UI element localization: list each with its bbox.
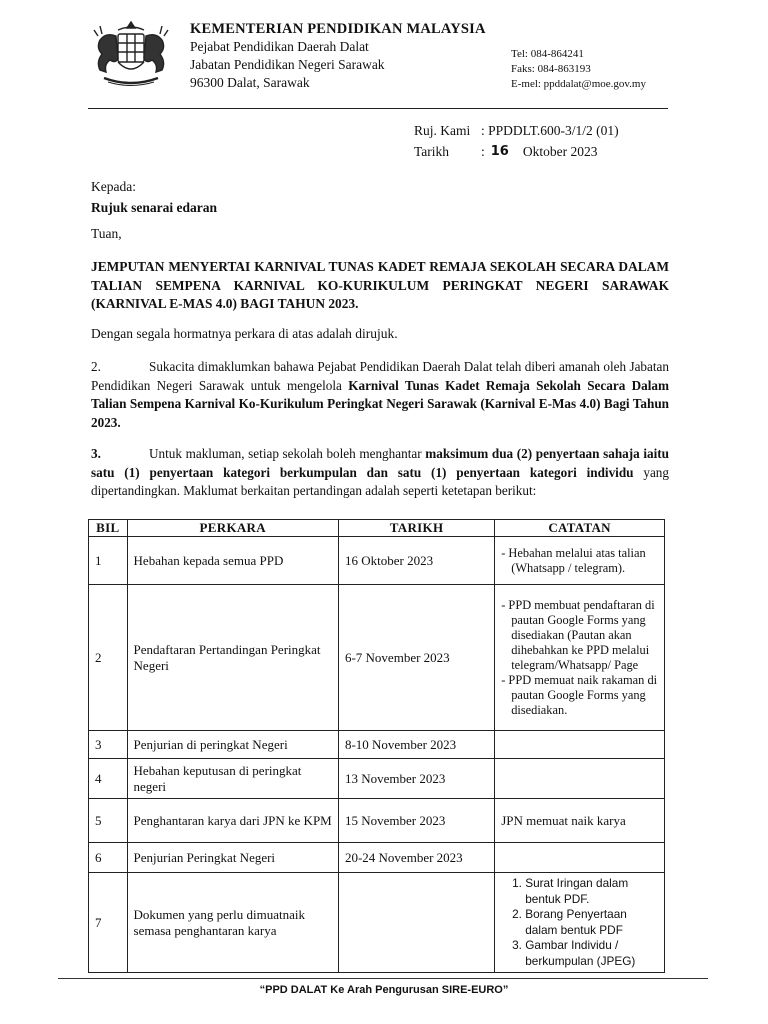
header-tarikh: TARIKH <box>338 520 494 537</box>
cell-perkara: Pendaftaran Pertandingan Peringkat Negeri <box>127 585 338 731</box>
cell-catatan: JPN memuat naik karya <box>495 799 665 843</box>
table-row <box>89 873 665 973</box>
cell-bil: 7 <box>89 873 128 973</box>
catatan-item: - PPD membuat pendaftaran di pautan Google Forms yang disediakan (Pautan akan dihebahkan ke PPD melalui telegram/Whatsapp/ Page <box>501 597 655 672</box>
cell-perkara: Hebahan keputusan di peringkat negeri <box>127 759 338 799</box>
paragraph-2 <box>91 358 669 432</box>
cell-catatan <box>495 843 665 873</box>
cell-perkara: Hebahan kepada semua PPD <box>127 537 338 585</box>
recipient-value: Rujuk senarai edaran <box>91 200 218 215</box>
ref-value: : PPDDLT.600-3/1/2 (01) <box>481 123 619 138</box>
cell-bil: 2 <box>89 585 128 731</box>
paragraph-3-bold-text: maksimum dua (2) penyertaan sahaja iaitu satu (1) penyertaan kategori berkumpulan dan satu (1) penyertaan kategori individu <box>91 446 669 480</box>
ref-label: Ruj. Kami <box>414 123 471 138</box>
document-item: 1. Surat Iringan dalam bentuk PDF. <box>525 876 658 907</box>
document-item: 2. Borang Penyertaan dalam bentuk PDF <box>525 907 658 938</box>
header-catatan: CATATAN <box>495 520 665 537</box>
cell-bil: 3 <box>89 731 128 759</box>
office-name: Pejabat Pendidikan Daerah Dalat <box>190 39 369 54</box>
paragraph-3-text-b: yang dipertandingkan. Maklumat berkaitan pertandingan adalah seperti ketetapan berikut: <box>91 464 669 498</box>
recipient-block <box>91 176 217 218</box>
recipient-label: Kepada: <box>91 179 136 194</box>
footer-divider <box>58 978 708 979</box>
table-row <box>89 759 665 799</box>
date-colon: : <box>481 144 485 159</box>
coat-of-arms-logo <box>88 18 174 90</box>
email: E-mel: ppddalat@moe.gov.my <box>511 78 646 90</box>
cell-perkara: Dokumen yang perlu dimuatnaik semasa penghantaran karya <box>127 873 338 973</box>
paragraph-1: Dengan segala hormatnya perkara di atas adalah dirujuk. <box>91 326 398 341</box>
cell-catatan <box>495 731 665 759</box>
letter-title: JEMPUTAN MENYERTAI KARNIVAL TUNAS KADET REMAJA SEKOLAH SECARA DALAM TALIAN SEMPENA KARNIVAL KO-KURIKULUM PERINGKAT NEGERI SARAWAK (KARNIVAL E-MAS 4.0) BAGI TAHUN 2023. <box>91 259 669 311</box>
table-header-row <box>89 520 665 537</box>
cell-perkara: Penjurian Peringkat Negeri <box>127 843 338 873</box>
catatan-item: - Hebahan melalui atas talian (Whatsapp / telegram). <box>501 545 646 575</box>
cell-tarikh: 6-7 November 2023 <box>338 585 494 731</box>
paragraph-3-number: 3. <box>91 446 101 461</box>
cell-perkara: Penghantaran karya dari JPN ke KPM <box>127 799 338 843</box>
paragraph-2-number: 2. <box>91 359 101 374</box>
cell-tarikh: 20-24 November 2023 <box>338 843 494 873</box>
table-row <box>89 585 665 731</box>
cell-tarikh <box>338 873 494 973</box>
date-day-handwritten: 16 <box>490 144 509 159</box>
cell-bil: 4 <box>89 759 128 799</box>
document-item: 3. Gambar Individu / berkumpulan (JPEG) <box>525 938 658 969</box>
table-row <box>89 843 665 873</box>
cell-catatan <box>495 873 665 973</box>
header-bil: BIL <box>89 520 128 537</box>
paragraph-3-text-a: Untuk makluman, setiap sekolah boleh menghantar <box>149 446 426 461</box>
cell-tarikh: 8-10 November 2023 <box>338 731 494 759</box>
table-row <box>89 537 665 585</box>
letterhead-contact <box>511 47 646 92</box>
salutation: Tuan, <box>91 226 122 241</box>
cell-bil: 6 <box>89 843 128 873</box>
date-month-year: Oktober 2023 <box>522 144 598 159</box>
department-name: Jabatan Pendidikan Negeri Sarawak <box>190 57 385 72</box>
fax: Faks: 084-863193 <box>511 63 591 75</box>
catatan-item: - PPD memuat naik rakaman di pautan Google Forms yang disediakan. <box>501 672 658 717</box>
letterhead-organization <box>190 20 486 92</box>
address: 96300 Dalat, Sarawak <box>190 75 310 90</box>
schedule-table <box>88 519 665 973</box>
table-row <box>89 799 665 843</box>
footer-motto: “PPD DALAT Ke Arah Pengurusan SIRE-EURO” <box>259 984 509 996</box>
header-divider <box>88 108 668 109</box>
paragraph-2-text: Sukacita dimaklumkan bahawa Pejabat Pendidikan Daerah Dalat telah diberi amanah oleh Jabatan Pendidikan Negeri Sarawak untuk mengelola <box>91 359 669 393</box>
reference-block <box>414 120 619 162</box>
telephone: Tel: 084-864241 <box>511 48 584 60</box>
cell-bil: 5 <box>89 799 128 843</box>
date-label: Tarikh <box>414 144 450 159</box>
header-perkara: PERKARA <box>127 520 338 537</box>
cell-catatan <box>495 585 665 731</box>
ministry-name: KEMENTERIAN PENDIDIKAN MALAYSIA <box>190 21 486 37</box>
cell-catatan <box>495 759 665 799</box>
cell-bil: 1 <box>89 537 128 585</box>
cell-catatan <box>495 537 665 585</box>
cell-tarikh: 16 Oktober 2023 <box>338 537 494 585</box>
cell-tarikh: 13 November 2023 <box>338 759 494 799</box>
cell-tarikh: 15 November 2023 <box>338 799 494 843</box>
paragraph-2-bold-text: Karnival Tunas Kadet Remaja Sekolah Secara Dalam Talian Sempena Karnival Ko-Kurikulum Peringkat Negeri Sarawak (Karnival E-Mas 4.0) Bagi Tahun 2023. <box>91 377 669 430</box>
paragraph-3 <box>91 445 669 501</box>
cell-perkara: Penjurian di peringkat Negeri <box>127 731 338 759</box>
table-row <box>89 731 665 759</box>
